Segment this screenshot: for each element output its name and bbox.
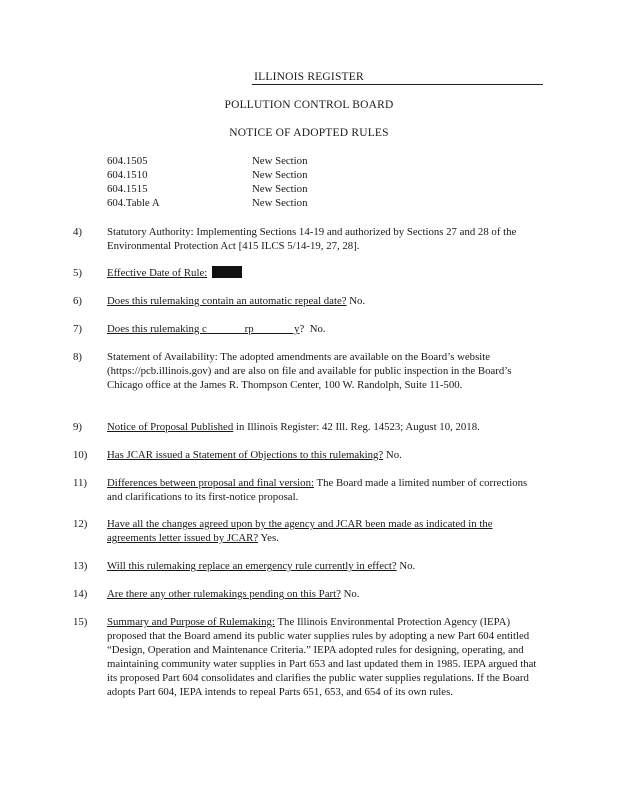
item-number: 11) (73, 477, 87, 489)
item-number: 7) (73, 323, 82, 335)
jcar-objections-row (107, 448, 543, 462)
section-number: 604.Table A (107, 197, 160, 209)
effective-date-row (107, 266, 543, 280)
item-number: 6) (73, 295, 82, 307)
statutory-authority: Statutory Authority: Implementing Sections 14-19 and authorized by Sections 27 and 28 of the Environmental Protection Act [415 ILCS 5/14-19, 27, 28]. (107, 226, 517, 252)
section-number: 604.1510 (107, 169, 148, 181)
pending-rulemakings-question: Are there any other rulemakings pending on this Part? (107, 588, 341, 600)
summary-row (107, 615, 543, 699)
notice-of-proposal-row (107, 420, 543, 434)
jcar-changes-question: Have all the changes agreed upon by the agency and JCAR been made as indicated in the agreements letter issued by JCAR? (107, 518, 493, 544)
item-number: 14) (73, 588, 88, 600)
item-number: 9) (73, 421, 82, 433)
repeal-date-question: Does this rulemaking contain an automatic repeal date? (107, 295, 347, 307)
repeal-date-row (107, 294, 543, 308)
repeal-date-answer: No. (349, 295, 366, 307)
notice-of-proposal-label: Notice of Proposal Published (107, 421, 234, 433)
item-7-question: Does this rulemaking c rp y (107, 323, 300, 335)
redacted-date (212, 266, 242, 278)
summary-text: The Illinois Environmental Protection Agency (IEPA) proposed that the Board amend its public water supplies rules by adopting a new Part 604 entitled “Design, Operation and Maintenance Criteria.” IEPA adopted rules for designing, operating, and maintaining community water supplies in Part 653 and last updated them in 1985. IEPA argued that its proposed Part 604 consolidates and clarifies the public water supplies regulations. If the Board adopts Part 604, IEPA intends to repeal Parts 651, 653, and 654 of its own rules. (107, 616, 537, 698)
notice-title: NOTICE OF ADOPTED RULES (229, 127, 389, 139)
item-7-answer: ? No. (299, 323, 326, 335)
summary-label: Summary and Purpose of Rulemaking: (107, 616, 275, 628)
section-number: 604.1505 (107, 155, 148, 167)
jcar-objections-question: Has JCAR issued a Statement of Objections to this rulemaking? (107, 449, 384, 461)
header-rule (252, 84, 543, 85)
item-number: 12) (73, 518, 88, 530)
item-7-row (107, 322, 543, 336)
board-title: POLLUTION CONTROL BOARD (224, 99, 394, 111)
register-title: ILLINOIS REGISTER (254, 71, 364, 83)
effective-date-label: Effective Date of Rule: (107, 267, 208, 279)
jcar-objections-answer: No. (385, 449, 402, 461)
pending-rulemakings-row (107, 587, 543, 601)
differences-row (107, 476, 543, 504)
section-number: 604.1515 (107, 183, 148, 195)
section-action: New Section (252, 197, 308, 209)
statement-of-availability: Statement of Availability: The adopted amendments are available on the Board’s website (https://pcb.illinois.gov) and are also on file and available for public inspection in the Board’s Chicago office at the James R. Thompson Center, 100 W. Randolph, Suite 11-500. (107, 351, 512, 391)
item-number: 4) (73, 226, 82, 238)
pending-rulemakings-answer: No. (343, 588, 360, 600)
differences-text: The Board made a limited number of corrections and clarifications to its first-notice proposal. (107, 477, 528, 503)
section-action: New Section (252, 183, 308, 195)
jcar-changes-row (107, 517, 543, 545)
item-number: 13) (73, 560, 88, 572)
item-number: 5) (73, 267, 82, 279)
emergency-rule-question: Will this rulemaking replace an emergency rule currently in effect? (107, 560, 397, 572)
jcar-changes-answer: Yes. (260, 532, 279, 544)
notice-of-proposal-text: in Illinois Register: 42 Ill. Reg. 14523; August 10, 2018. (235, 421, 480, 433)
section-action: New Section (252, 155, 308, 167)
section-action: New Section (252, 169, 308, 181)
emergency-rule-answer: No. (399, 560, 416, 572)
item-number: 10) (73, 449, 88, 461)
emergency-rule-row (107, 559, 543, 573)
item-number: 8) (73, 351, 82, 363)
differences-label: Differences between proposal and final version: (107, 477, 314, 489)
item-number: 15) (73, 616, 88, 628)
